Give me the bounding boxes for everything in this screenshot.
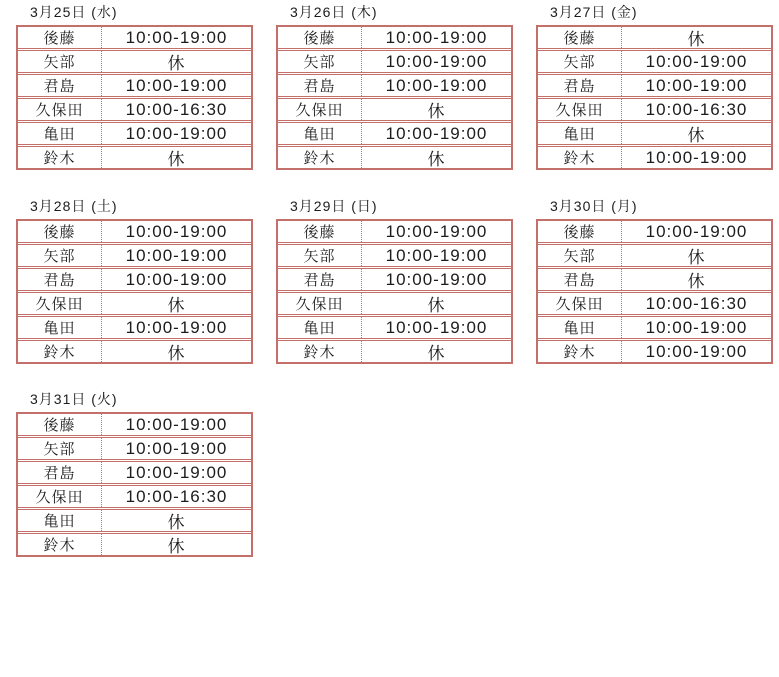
staff-name-cell: 後藤 xyxy=(278,27,362,48)
shift-time-cell: 10:00-19:00 xyxy=(125,317,228,337)
day-title: 3月25日 (水) xyxy=(30,4,118,20)
table-row xyxy=(278,27,511,48)
shift-time-cell: 休 xyxy=(687,248,706,267)
shift-time-cell: 10:00-19:00 xyxy=(645,221,748,241)
table-row xyxy=(278,96,511,120)
day-schedule-block xyxy=(536,198,773,364)
table-row xyxy=(538,242,771,266)
day-title: 3月26日 (木) xyxy=(290,4,378,20)
table-row xyxy=(538,120,771,144)
staff-name-cell: 矢部 xyxy=(278,245,362,266)
table-row xyxy=(538,27,771,48)
staff-name-cell: 矢部 xyxy=(538,51,622,72)
shift-time-cell: 休 xyxy=(167,54,186,73)
staff-name-cell: 鈴木 xyxy=(538,147,622,168)
shift-time-cell: 10:00-19:00 xyxy=(385,123,488,143)
shift-time-cell: 10:00-19:00 xyxy=(385,245,488,265)
table-row xyxy=(18,72,251,96)
shift-time-cell: 10:00-19:00 xyxy=(385,269,488,289)
shift-time-cell: 休 xyxy=(427,150,446,169)
day-schedule-block xyxy=(16,4,253,170)
shift-time-cell: 10:00-19:00 xyxy=(125,27,228,47)
shift-table xyxy=(536,219,773,364)
staff-name-cell: 君島 xyxy=(538,269,622,290)
staff-name-cell: 久保田 xyxy=(278,99,362,120)
staff-name-cell: 久保田 xyxy=(18,486,102,507)
table-row xyxy=(278,120,511,144)
shift-time-cell: 休 xyxy=(427,102,446,121)
table-row xyxy=(18,435,251,459)
shift-table xyxy=(16,219,253,364)
shift-time-cell: 10:00-16:30 xyxy=(125,486,228,506)
staff-name-cell: 後藤 xyxy=(18,221,102,242)
staff-name-cell: 久保田 xyxy=(538,293,622,314)
staff-name-cell: 矢部 xyxy=(18,245,102,266)
staff-name-cell: 鈴木 xyxy=(18,534,102,555)
shift-time-cell: 10:00-19:00 xyxy=(125,245,228,265)
shift-time-cell: 休 xyxy=(687,126,706,145)
staff-name-cell: 鈴木 xyxy=(278,147,362,168)
table-row xyxy=(538,72,771,96)
table-row xyxy=(18,242,251,266)
shift-time-cell: 10:00-19:00 xyxy=(385,75,488,95)
staff-name-cell: 久保田 xyxy=(278,293,362,314)
table-row xyxy=(18,338,251,362)
shift-time-cell: 休 xyxy=(167,150,186,169)
shift-table xyxy=(536,25,773,170)
staff-name-cell: 久保田 xyxy=(538,99,622,120)
table-row xyxy=(538,221,771,242)
table-row xyxy=(18,459,251,483)
shift-time-cell: 10:00-16:30 xyxy=(645,293,748,313)
staff-name-cell: 後藤 xyxy=(18,27,102,48)
staff-name-cell: 亀田 xyxy=(18,317,102,338)
staff-name-cell: 矢部 xyxy=(18,51,102,72)
table-row xyxy=(538,144,771,168)
staff-name-cell: 君島 xyxy=(18,75,102,96)
day-schedule-block xyxy=(16,391,253,557)
staff-name-cell: 君島 xyxy=(538,75,622,96)
day-schedule-block xyxy=(536,4,773,170)
shift-table xyxy=(276,219,513,364)
staff-name-cell: 君島 xyxy=(278,269,362,290)
staff-name-cell: 君島 xyxy=(18,269,102,290)
shift-time-cell: 10:00-19:00 xyxy=(125,269,228,289)
shift-time-cell: 10:00-19:00 xyxy=(385,221,488,241)
day-title: 3月27日 (金) xyxy=(550,4,638,20)
staff-name-cell: 後藤 xyxy=(538,27,622,48)
table-row xyxy=(18,414,251,435)
table-row xyxy=(538,314,771,338)
shift-time-cell: 休 xyxy=(427,344,446,363)
shift-time-cell: 10:00-19:00 xyxy=(385,27,488,47)
table-row xyxy=(278,144,511,168)
shift-time-cell: 10:00-16:30 xyxy=(125,99,228,119)
shift-time-cell: 休 xyxy=(167,537,186,556)
shift-time-cell: 10:00-19:00 xyxy=(125,75,228,95)
table-row xyxy=(278,221,511,242)
table-row xyxy=(18,48,251,72)
shift-table xyxy=(16,25,253,170)
table-row xyxy=(18,290,251,314)
table-row xyxy=(538,96,771,120)
shift-time-cell: 休 xyxy=(167,344,186,363)
shift-time-cell: 休 xyxy=(167,296,186,315)
day-schedule-block xyxy=(16,198,253,364)
table-row xyxy=(538,266,771,290)
shift-time-cell: 10:00-19:00 xyxy=(385,51,488,71)
shift-time-cell: 休 xyxy=(427,296,446,315)
shift-time-cell: 10:00-19:00 xyxy=(645,147,748,167)
staff-name-cell: 久保田 xyxy=(18,293,102,314)
staff-name-cell: 亀田 xyxy=(18,510,102,531)
staff-name-cell: 矢部 xyxy=(278,51,362,72)
day-title: 3月28日 (土) xyxy=(30,198,118,214)
table-row xyxy=(18,314,251,338)
staff-name-cell: 亀田 xyxy=(538,123,622,144)
staff-name-cell: 後藤 xyxy=(538,221,622,242)
staff-name-cell: 矢部 xyxy=(18,438,102,459)
staff-name-cell: 君島 xyxy=(18,462,102,483)
staff-name-cell: 久保田 xyxy=(18,99,102,120)
staff-name-cell: 鈴木 xyxy=(538,341,622,362)
shift-time-cell: 10:00-19:00 xyxy=(645,75,748,95)
table-row xyxy=(18,266,251,290)
shift-time-cell: 休 xyxy=(687,30,706,49)
shift-time-cell: 10:00-16:30 xyxy=(645,99,748,119)
shift-time-cell: 10:00-19:00 xyxy=(125,414,228,434)
staff-name-cell: 君島 xyxy=(278,75,362,96)
table-row xyxy=(18,507,251,531)
day-title: 3月31日 (火) xyxy=(30,391,118,407)
table-row xyxy=(278,290,511,314)
day-schedule-block xyxy=(276,4,513,170)
staff-name-cell: 鈴木 xyxy=(18,341,102,362)
shift-time-cell: 10:00-19:00 xyxy=(645,341,748,361)
table-row xyxy=(278,338,511,362)
staff-name-cell: 鈴木 xyxy=(18,147,102,168)
staff-name-cell: 亀田 xyxy=(18,123,102,144)
shift-table xyxy=(276,25,513,170)
table-row xyxy=(18,120,251,144)
day-title: 3月29日 (日) xyxy=(290,198,378,214)
staff-name-cell: 後藤 xyxy=(278,221,362,242)
table-row xyxy=(278,242,511,266)
shift-time-cell: 10:00-19:00 xyxy=(125,123,228,143)
shift-time-cell: 10:00-19:00 xyxy=(645,317,748,337)
staff-name-cell: 鈴木 xyxy=(278,341,362,362)
staff-name-cell: 後藤 xyxy=(18,414,102,435)
shift-time-cell: 10:00-19:00 xyxy=(125,438,228,458)
staff-name-cell: 亀田 xyxy=(278,123,362,144)
table-row xyxy=(18,483,251,507)
shift-time-cell: 10:00-19:00 xyxy=(385,317,488,337)
table-row xyxy=(278,72,511,96)
staff-name-cell: 亀田 xyxy=(538,317,622,338)
table-row xyxy=(18,144,251,168)
table-row xyxy=(538,290,771,314)
day-schedule-block xyxy=(276,198,513,364)
table-row xyxy=(18,96,251,120)
table-row xyxy=(538,48,771,72)
shift-time-cell: 休 xyxy=(167,513,186,532)
day-title: 3月30日 (月) xyxy=(550,198,638,214)
table-row xyxy=(18,531,251,555)
table-row xyxy=(18,221,251,242)
staff-name-cell: 亀田 xyxy=(278,317,362,338)
staff-name-cell: 矢部 xyxy=(538,245,622,266)
shift-time-cell: 休 xyxy=(687,272,706,291)
table-row xyxy=(278,266,511,290)
table-row xyxy=(278,48,511,72)
table-row xyxy=(538,338,771,362)
table-row xyxy=(18,27,251,48)
table-row xyxy=(278,314,511,338)
shift-time-cell: 10:00-19:00 xyxy=(125,221,228,241)
shift-time-cell: 10:00-19:00 xyxy=(645,51,748,71)
shift-table xyxy=(16,412,253,557)
shift-time-cell: 10:00-19:00 xyxy=(125,462,228,482)
